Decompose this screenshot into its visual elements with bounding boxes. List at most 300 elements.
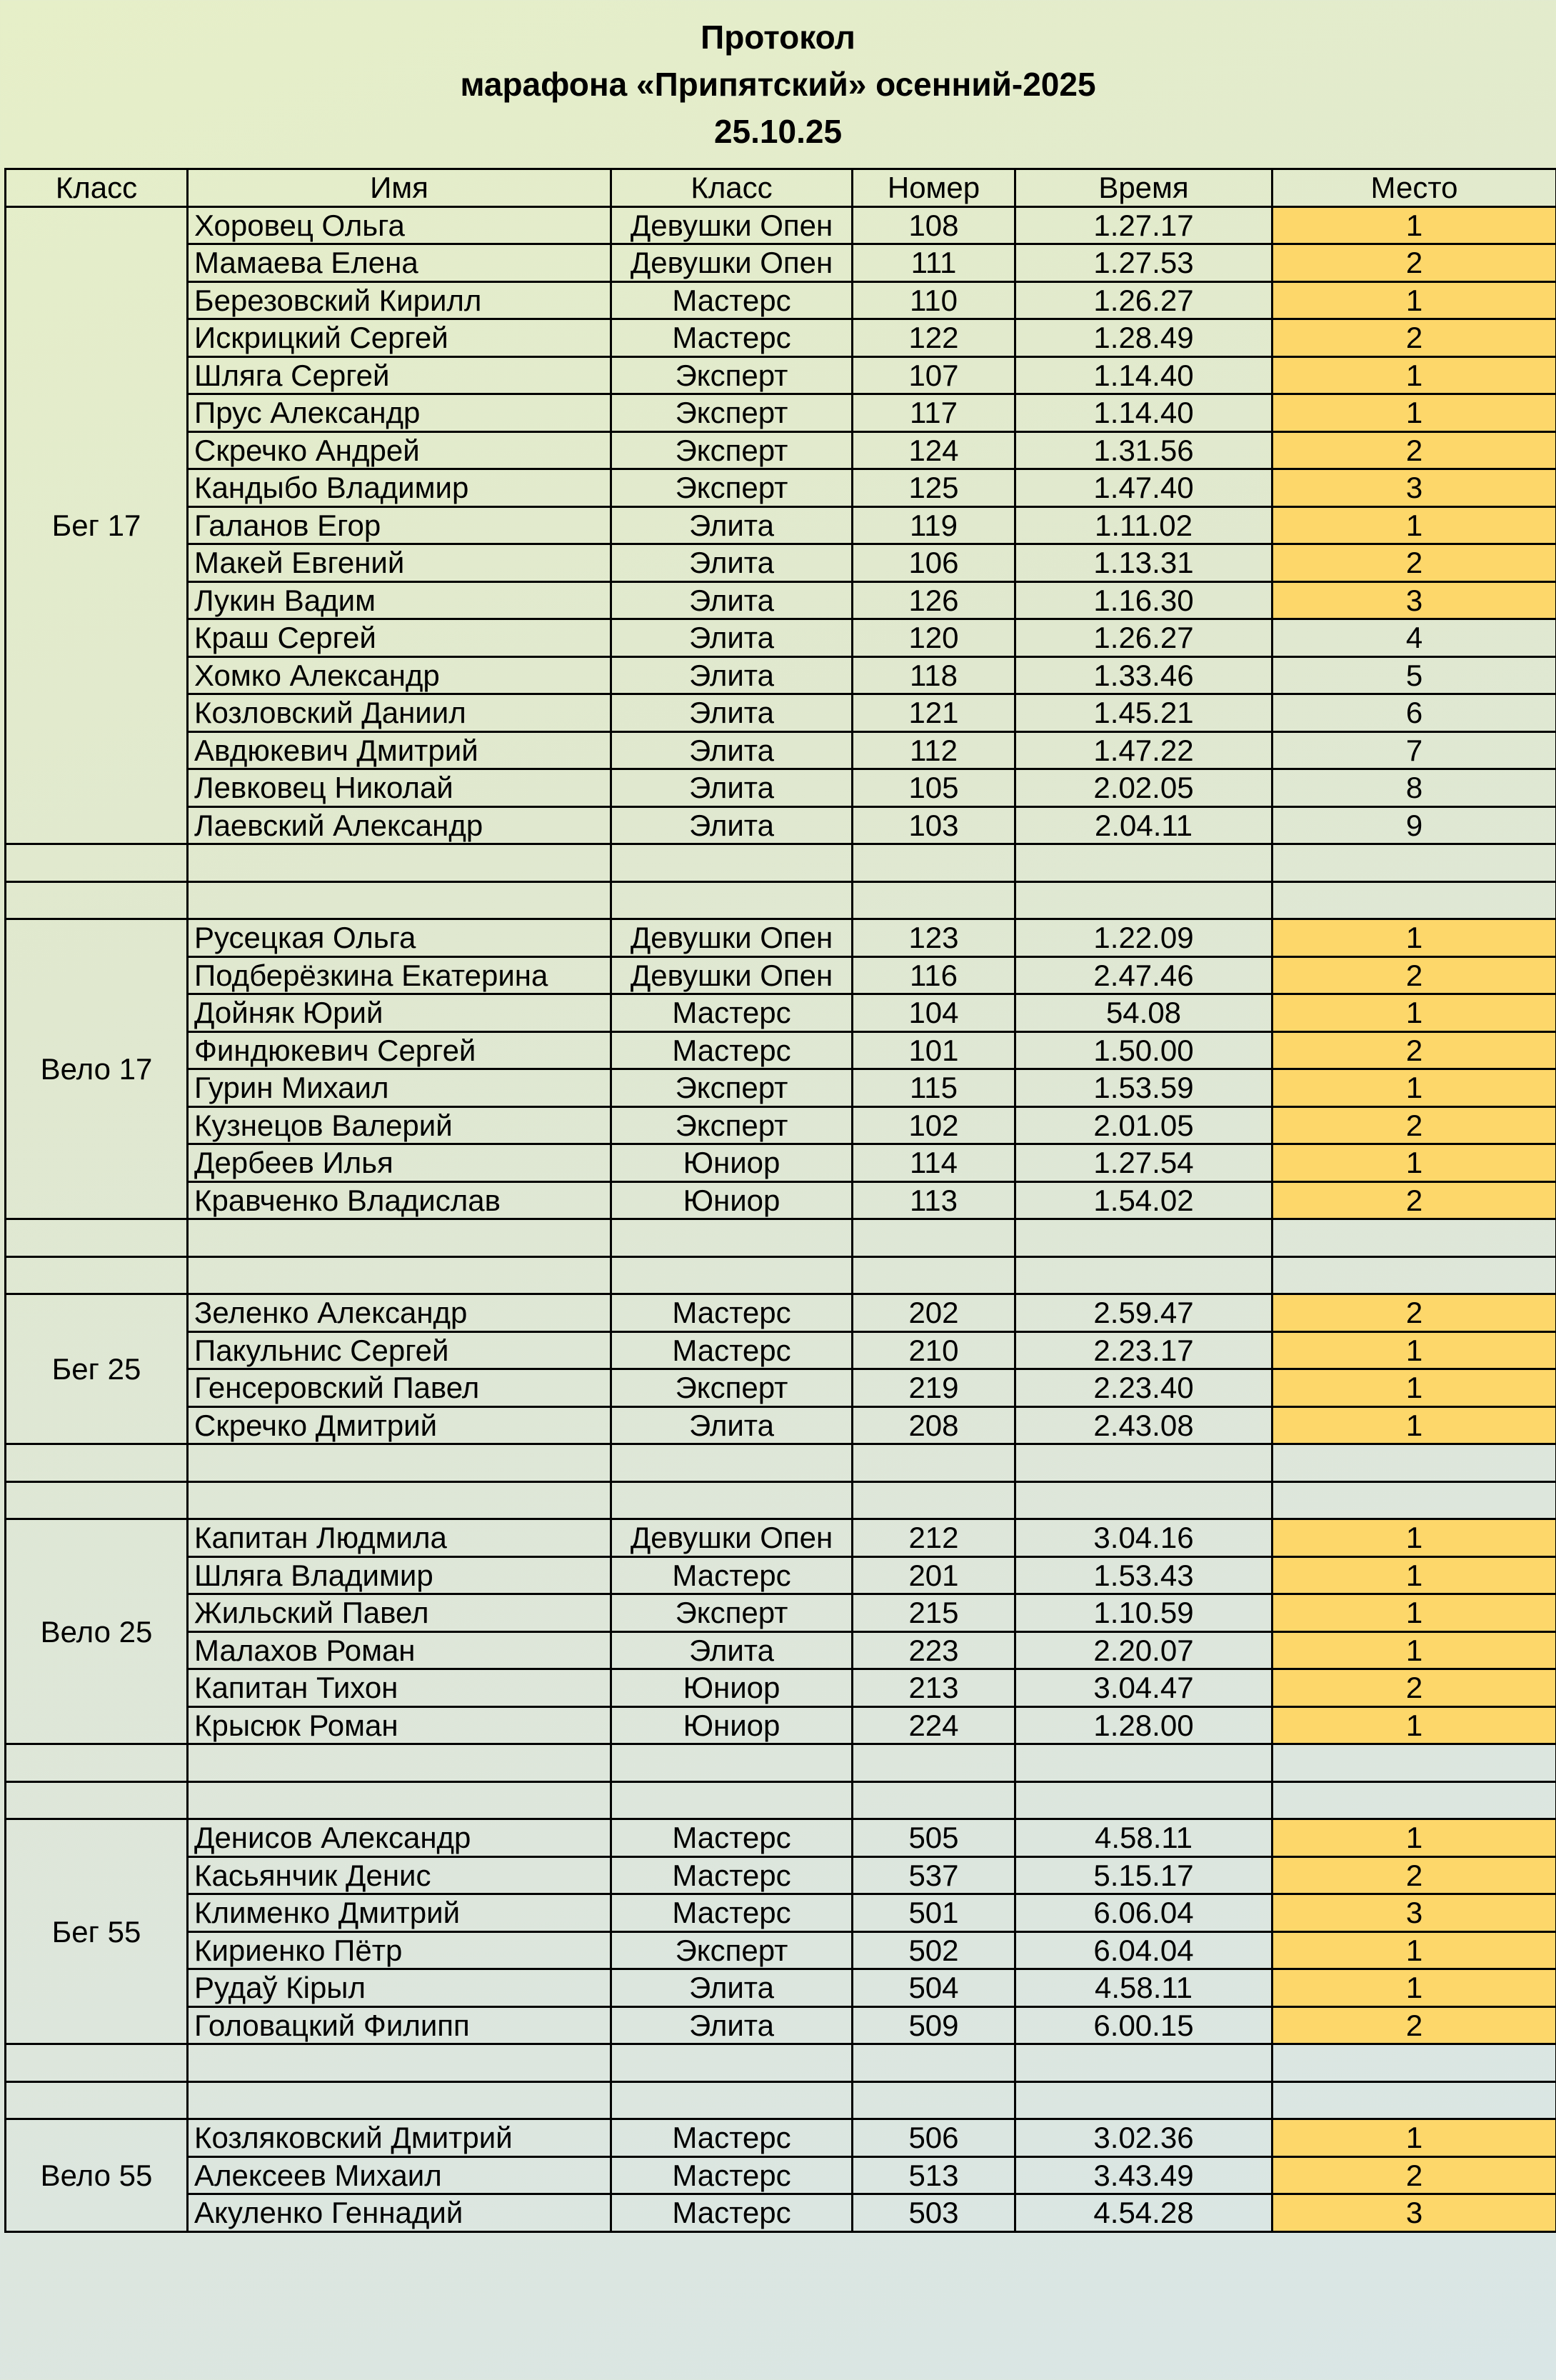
finish-time: 3.43.49 [1015,2156,1273,2194]
athlete-class: Мастерс [611,2156,853,2194]
place-cell: 8 [1273,769,1556,807]
finish-time: 6.06.04 [1015,1894,1273,1932]
distance-group-label: Вело 17 [6,919,188,1219]
place-cell: 2 [1273,1856,1556,1894]
finish-time: 2.43.08 [1015,1406,1273,1444]
finish-time: 6.00.15 [1015,2006,1273,2044]
empty-cell [611,1744,853,1782]
bib-number: 208 [853,1406,1015,1444]
table-row [6,431,1556,469]
empty-cell [1273,881,1556,919]
empty-cell [853,1781,1015,1819]
athlete-class: Элита [611,1631,853,1669]
athlete-class: Мастерс [611,1294,853,1332]
athlete-class: Мастерс [611,319,853,357]
empty-cell [188,1744,611,1782]
empty-cell [1273,1219,1556,1257]
place-cell: 6 [1273,694,1556,732]
athlete-name: Кравченко Владислав [188,1181,611,1219]
empty-cell [1273,1481,1556,1519]
empty-cell [6,2081,188,2119]
table-row [6,244,1556,282]
distance-group-label: Вело 25 [6,1519,188,1744]
place-cell: 1 [1273,506,1556,544]
place-cell: 1 [1273,2119,1556,2157]
place-cell: 1 [1273,206,1556,244]
table-row [6,1069,1556,1107]
place-cell: 2 [1273,2156,1556,2194]
place-cell: 2 [1273,244,1556,282]
finish-time: 2.20.07 [1015,1631,1273,1669]
spacer-row [6,1744,1556,1782]
finish-time: 1.53.43 [1015,1556,1273,1594]
place-cell: 2 [1273,1106,1556,1144]
bib-number: 213 [853,1669,1015,1707]
header-place: Место [1273,169,1556,207]
athlete-class: Мастерс [611,2194,853,2232]
bib-number: 106 [853,544,1015,582]
table-row [6,1144,1556,1182]
bib-number: 506 [853,2119,1015,2157]
athlete-name: Козляковский Дмитрий [188,2119,611,2157]
empty-cell [188,1256,611,1294]
table-row [6,356,1556,394]
place-cell: 1 [1273,1519,1556,1557]
bib-number: 112 [853,731,1015,769]
finish-time: 1.47.22 [1015,731,1273,769]
athlete-class: Элита [611,506,853,544]
spacer-row [6,1781,1556,1819]
bib-number: 117 [853,394,1015,432]
finish-time: 1.50.00 [1015,1031,1273,1069]
table-row [6,619,1556,657]
athlete-class: Элита [611,619,853,657]
empty-cell [1015,844,1273,882]
finish-time: 1.54.02 [1015,1181,1273,1219]
bib-number: 505 [853,1819,1015,1857]
athlete-name: Галанов Егор [188,506,611,544]
athlete-name: Капитан Тихон [188,1669,611,1707]
finish-time: 1.28.49 [1015,319,1273,357]
athlete-class: Юниор [611,1181,853,1219]
empty-cell [611,1781,853,1819]
athlete-class: Юниор [611,1706,853,1744]
bib-number: 202 [853,1294,1015,1332]
empty-cell [611,1256,853,1294]
finish-time: 6.04.04 [1015,1931,1273,1969]
athlete-name: Шляга Сергей [188,356,611,394]
table-row [6,2006,1556,2044]
empty-cell [1273,2044,1556,2082]
athlete-name: Хоровец Ольга [188,206,611,244]
athlete-class: Мастерс [611,1556,853,1594]
athlete-class: Элита [611,2006,853,2044]
athlete-class: Юниор [611,1144,853,1182]
athlete-class: Элита [611,769,853,807]
empty-cell [853,2081,1015,2119]
athlete-class: Мастерс [611,994,853,1032]
finish-time: 2.23.17 [1015,1331,1273,1369]
finish-time: 1.14.40 [1015,394,1273,432]
spacer-row [6,1219,1556,1257]
athlete-class: Эксперт [611,1594,853,1632]
table-row [6,394,1556,432]
athlete-name: Капитан Людмила [188,1519,611,1557]
finish-time: 5.15.17 [1015,1856,1273,1894]
finish-time: 1.31.56 [1015,431,1273,469]
place-cell: 3 [1273,469,1556,507]
athlete-name: Зеленко Александр [188,1294,611,1332]
empty-cell [188,1444,611,1482]
finish-time: 2.59.47 [1015,1294,1273,1332]
protocol-title: Протокол [701,19,855,56]
bib-number: 210 [853,1331,1015,1369]
table-row [6,1931,1556,1969]
table-row [6,581,1556,619]
empty-cell [1273,1256,1556,1294]
athlete-class: Элита [611,1406,853,1444]
place-cell: 2 [1273,1031,1556,1069]
athlete-name: Козловский Даниил [188,694,611,732]
finish-time: 1.13.31 [1015,544,1273,582]
place-cell: 1 [1273,1331,1556,1369]
athlete-class: Элита [611,581,853,619]
table-row [6,1406,1556,1444]
table-row [6,1894,1556,1932]
athlete-class: Элита [611,806,853,844]
bib-number: 513 [853,2156,1015,2194]
bib-number: 537 [853,1856,1015,1894]
athlete-class: Мастерс [611,281,853,319]
athlete-name: Макей Евгений [188,544,611,582]
table-row [6,1969,1556,2007]
empty-cell [611,1219,853,1257]
bib-number: 126 [853,581,1015,619]
athlete-class: Элита [611,544,853,582]
bib-number: 123 [853,919,1015,957]
athlete-name: Авдюкевич Дмитрий [188,731,611,769]
place-cell: 1 [1273,394,1556,432]
bib-number: 125 [853,469,1015,507]
bib-number: 119 [853,506,1015,544]
table-row [6,1556,1556,1594]
athlete-name: Левковец Николай [188,769,611,807]
table-row [6,1331,1556,1369]
finish-time: 4.54.28 [1015,2194,1273,2232]
distance-group-label: Бег 25 [6,1294,188,1444]
table-row [6,281,1556,319]
athlete-name: Скречко Дмитрий [188,1406,611,1444]
empty-cell [611,844,853,882]
table-row [6,1594,1556,1632]
empty-cell [188,1219,611,1257]
athlete-name: Русецкая Ольга [188,919,611,957]
table-row [6,694,1556,732]
athlete-class: Мастерс [611,1856,853,1894]
table-row [6,206,1556,244]
table-row [6,731,1556,769]
athlete-class: Эксперт [611,1931,853,1969]
athlete-class: Девушки Опен [611,206,853,244]
athlete-name: Головацкий Филипп [188,2006,611,2044]
empty-cell [1015,1219,1273,1257]
empty-cell [1273,1781,1556,1819]
bib-number: 501 [853,1894,1015,1932]
athlete-name: Скречко Андрей [188,431,611,469]
empty-cell [1015,1481,1273,1519]
place-cell: 5 [1273,656,1556,694]
distance-group-label: Вело 55 [6,2119,188,2232]
empty-cell [188,1781,611,1819]
bib-number: 116 [853,956,1015,994]
empty-cell [6,1781,188,1819]
spacer-row [6,1444,1556,1482]
bib-number: 121 [853,694,1015,732]
bib-number: 107 [853,356,1015,394]
table-row [6,1181,1556,1219]
place-cell: 1 [1273,1406,1556,1444]
place-cell: 7 [1273,731,1556,769]
spacer-row [6,2081,1556,2119]
bib-number: 104 [853,994,1015,1032]
place-cell: 2 [1273,544,1556,582]
athlete-class: Элита [611,656,853,694]
athlete-name: Пакульнис Сергей [188,1331,611,1369]
spacer-row [6,844,1556,882]
finish-time: 3.04.47 [1015,1669,1273,1707]
empty-cell [1015,2081,1273,2119]
bib-number: 103 [853,806,1015,844]
empty-cell [6,881,188,919]
finish-time: 1.27.17 [1015,206,1273,244]
empty-cell [611,2044,853,2082]
athlete-name: Лаевский Александр [188,806,611,844]
athlete-name: Гурин Михаил [188,1069,611,1107]
header-class: Класс [611,169,853,207]
spacer-row [6,1481,1556,1519]
finish-time: 1.26.27 [1015,281,1273,319]
place-cell: 1 [1273,1931,1556,1969]
finish-time: 1.26.27 [1015,619,1273,657]
place-cell: 1 [1273,1706,1556,1744]
athlete-class: Элита [611,1969,853,2007]
finish-time: 54.08 [1015,994,1273,1032]
empty-cell [188,2081,611,2119]
athlete-name: Акуленко Геннадий [188,2194,611,2232]
athlete-class: Эксперт [611,394,853,432]
bib-number: 111 [853,244,1015,282]
athlete-name: Касьянчик Денис [188,1856,611,1894]
finish-time: 1.53.59 [1015,1069,1273,1107]
athlete-name: Дойняк Юрий [188,994,611,1032]
bib-number: 201 [853,1556,1015,1594]
table-row [6,1106,1556,1144]
empty-cell [611,2081,853,2119]
empty-cell [611,881,853,919]
bib-number: 114 [853,1144,1015,1182]
finish-time: 1.14.40 [1015,356,1273,394]
athlete-name: Кузнецов Валерий [188,1106,611,1144]
finish-time: 3.04.16 [1015,1519,1273,1557]
place-cell: 1 [1273,1069,1556,1107]
empty-cell [6,1481,188,1519]
finish-time: 3.02.36 [1015,2119,1273,2157]
bib-number: 503 [853,2194,1015,2232]
athlete-name: Денисов Александр [188,1819,611,1857]
finish-time: 2.01.05 [1015,1106,1273,1144]
event-date: 25.10.25 [713,113,843,150]
bib-number: 120 [853,619,1015,657]
athlete-name: Малахов Роман [188,1631,611,1669]
place-cell: 2 [1273,1181,1556,1219]
spacer-row [6,2044,1556,2082]
table-row [6,2156,1556,2194]
place-cell: 9 [1273,806,1556,844]
empty-cell [6,1256,188,1294]
place-cell: 1 [1273,994,1556,1032]
athlete-class: Девушки Опен [611,956,853,994]
bib-number: 108 [853,206,1015,244]
header-time: Время [1015,169,1273,207]
bib-number: 110 [853,281,1015,319]
empty-cell [188,844,611,882]
bib-number: 224 [853,1706,1015,1744]
empty-cell [1015,2044,1273,2082]
athlete-name: Рудаў Кірыл [188,1969,611,2007]
empty-cell [853,1481,1015,1519]
table-row [6,469,1556,507]
finish-time: 1.27.53 [1015,244,1273,282]
place-cell: 2 [1273,2006,1556,2044]
athlete-name: Подберёзкина Екатерина [188,956,611,994]
athlete-class: Эксперт [611,431,853,469]
athlete-class: Мастерс [611,2119,853,2157]
place-cell: 1 [1273,1969,1556,2007]
athlete-name: Мамаева Елена [188,244,611,282]
empty-cell [6,2044,188,2082]
athlete-name: Финдюкевич Сергей [188,1031,611,1069]
empty-cell [1273,1444,1556,1482]
bib-number: 509 [853,2006,1015,2044]
spacer-row [6,881,1556,919]
finish-time: 4.58.11 [1015,1969,1273,2007]
place-cell: 2 [1273,431,1556,469]
table-row [6,656,1556,694]
empty-cell [853,844,1015,882]
table-row [6,1856,1556,1894]
athlete-name: Алексеев Михаил [188,2156,611,2194]
place-cell: 2 [1273,1669,1556,1707]
athlete-name: Дербеев Илья [188,1144,611,1182]
table-row [6,1294,1556,1332]
place-cell: 2 [1273,956,1556,994]
empty-cell [1273,844,1556,882]
table-row [6,1031,1556,1069]
athlete-class: Мастерс [611,1819,853,1857]
athlete-class: Девушки Опен [611,919,853,957]
athlete-class: Юниор [611,1669,853,1707]
table-row [6,506,1556,544]
place-cell: 3 [1273,581,1556,619]
table-row [6,994,1556,1032]
table-row [6,1519,1556,1557]
table-row [6,806,1556,844]
empty-cell [1015,1744,1273,1782]
distance-group-label: Бег 17 [6,206,188,844]
table-row [6,544,1556,582]
finish-time: 2.02.05 [1015,769,1273,807]
athlete-class: Мастерс [611,1331,853,1369]
finish-time: 2.23.40 [1015,1369,1273,1407]
finish-time: 1.47.40 [1015,469,1273,507]
finish-time: 1.11.02 [1015,506,1273,544]
bib-number: 212 [853,1519,1015,1557]
empty-cell [611,1444,853,1482]
athlete-name: Лукин Вадим [188,581,611,619]
finish-time: 1.27.54 [1015,1144,1273,1182]
empty-cell [853,1744,1015,1782]
place-cell: 1 [1273,1631,1556,1669]
place-cell: 2 [1273,1294,1556,1332]
bib-number: 502 [853,1931,1015,1969]
table-row [6,1669,1556,1707]
table-row [6,1706,1556,1744]
athlete-class: Эксперт [611,1106,853,1144]
empty-cell [1015,1781,1273,1819]
finish-time: 2.47.46 [1015,956,1273,994]
empty-cell [1015,881,1273,919]
bib-number: 113 [853,1181,1015,1219]
empty-cell [853,2044,1015,2082]
table-row [6,2119,1556,2157]
athlete-name: Крысюк Роман [188,1706,611,1744]
empty-cell [6,1219,188,1257]
bib-number: 124 [853,431,1015,469]
athlete-name: Генсеровский Павел [188,1369,611,1407]
athlete-name: Кириенко Пётр [188,1931,611,1969]
athlete-class: Элита [611,694,853,732]
empty-cell [1273,1744,1556,1782]
athlete-class: Элита [611,731,853,769]
athlete-name: Прус Александр [188,394,611,432]
athlete-class: Эксперт [611,1369,853,1407]
place-cell: 1 [1273,1556,1556,1594]
header-distance: Класс [6,169,188,207]
finish-time: 1.22.09 [1015,919,1273,957]
finish-time: 2.04.11 [1015,806,1273,844]
bib-number: 215 [853,1594,1015,1632]
finish-time: 1.10.59 [1015,1594,1273,1632]
header-name: Имя [188,169,611,207]
place-cell: 2 [1273,319,1556,357]
athlete-class: Эксперт [611,469,853,507]
empty-cell [853,1256,1015,1294]
empty-cell [6,1444,188,1482]
finish-time: 4.58.11 [1015,1819,1273,1857]
table-row [6,956,1556,994]
results-table [4,168,1556,2233]
empty-cell [188,881,611,919]
empty-cell [611,1481,853,1519]
marathon-name: марафона «Припятский» осенний-2025 [460,66,1096,103]
bib-number: 223 [853,1631,1015,1669]
place-cell: 1 [1273,356,1556,394]
table-row [6,1631,1556,1669]
distance-group-label: Бег 55 [6,1819,188,2044]
table-row [6,769,1556,807]
place-cell: 1 [1273,1369,1556,1407]
athlete-name: Клименко Дмитрий [188,1894,611,1932]
